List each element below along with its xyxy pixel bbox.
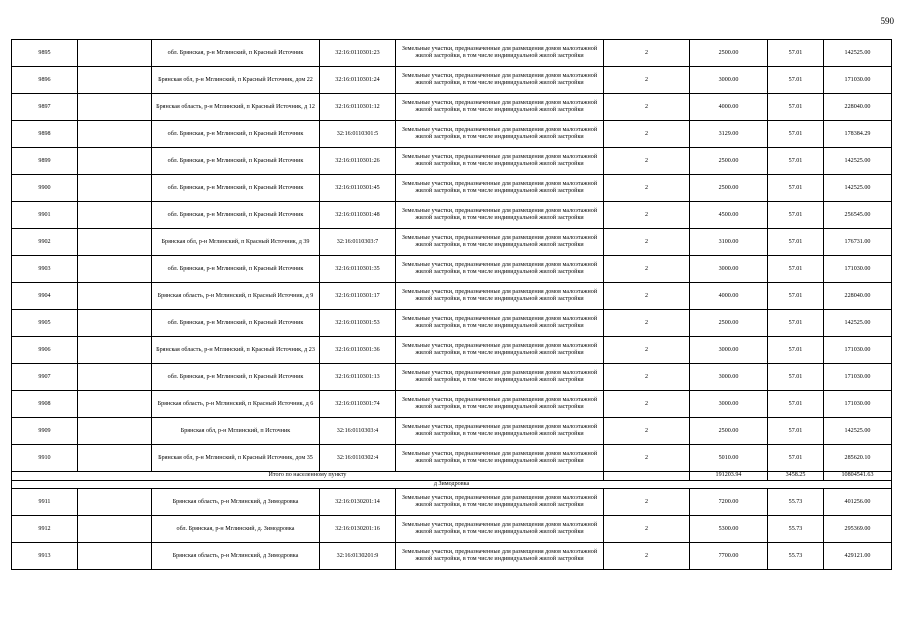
row-cadastral-value: 142525.00: [824, 175, 892, 202]
row-cadastral-number: 32:16:0110301:45: [320, 175, 396, 202]
blank-cell: [78, 391, 152, 418]
row-cadastral-value: 295369.00: [824, 516, 892, 543]
row-area: 3100.00: [690, 229, 768, 256]
row-address: Брянская область, р-н Мглинский, д Зимодровка: [152, 543, 320, 570]
row-land-use: Земельные участки, предназначенные для размещения домов малоэтажной жилой застройки, в том числе индивидуальной жилой застройки: [396, 337, 604, 364]
row-address: Брянская обл, р-н Мглинский, п Красный Источник, дом 22: [152, 67, 320, 94]
row-group: 2: [604, 310, 690, 337]
row-rate: 57.01: [768, 256, 824, 283]
row-cadastral-value: 142525.00: [824, 40, 892, 67]
row-group: 2: [604, 543, 690, 570]
row-rate: 55.73: [768, 516, 824, 543]
row-rate: 57.01: [768, 40, 824, 67]
row-address: обл. Брянская, р-н Мглинский, п Красный Источник: [152, 175, 320, 202]
row-area: 3000.00: [690, 67, 768, 94]
row-rate: 57.01: [768, 229, 824, 256]
row-number: 9907: [12, 364, 78, 391]
row-group: 2: [604, 337, 690, 364]
row-cadastral-value: 401256.00: [824, 489, 892, 516]
row-number: 9897: [12, 94, 78, 121]
table-row: [12, 94, 892, 121]
cadastral-value-table: [11, 39, 892, 570]
row-number: 9901: [12, 202, 78, 229]
table-row: [12, 67, 892, 94]
row-cadastral-number: 32:16:0110301:24: [320, 67, 396, 94]
locality-label: д Зимодровка: [12, 480, 892, 489]
row-group: 2: [604, 256, 690, 283]
row-land-use: Земельные участки, предназначенные для размещения домов малоэтажной жилой застройки, в том числе индивидуальной жилой застройки: [396, 543, 604, 570]
row-area: 7700.00: [690, 543, 768, 570]
table-row: [12, 489, 892, 516]
row-cadastral-value: 142525.00: [824, 418, 892, 445]
row-rate: 57.01: [768, 310, 824, 337]
row-cadastral-value: 142525.00: [824, 310, 892, 337]
row-number: 9895: [12, 40, 78, 67]
row-address: Брянская область, р-н Мглинский, п Красный Источник, д 12: [152, 94, 320, 121]
row-address: Брянская обл, р-н Мглинский, п Красный Источник, дом 35: [152, 445, 320, 472]
row-rate: 57.01: [768, 391, 824, 418]
row-area: 2500.00: [690, 418, 768, 445]
row-cadastral-number: 32:16:0110301:53: [320, 310, 396, 337]
row-area: 3000.00: [690, 337, 768, 364]
blank-cell: [78, 148, 152, 175]
row-rate: 57.01: [768, 445, 824, 472]
row-cadastral-number: 32:16:0130201:9: [320, 543, 396, 570]
table-row: [12, 148, 892, 175]
row-number: 9908: [12, 391, 78, 418]
row-land-use: Земельные участки, предназначенные для размещения домов малоэтажной жилой застройки, в том числе индивидуальной жилой застройки: [396, 516, 604, 543]
blank-cell: [78, 489, 152, 516]
settlement-total-row: [12, 472, 892, 481]
row-rate: 57.01: [768, 67, 824, 94]
row-area: 3129.00: [690, 121, 768, 148]
table-row: [12, 391, 892, 418]
table-row: [12, 121, 892, 148]
row-area: 5300.00: [690, 516, 768, 543]
row-cadastral-value: 256545.00: [824, 202, 892, 229]
row-number: 9912: [12, 516, 78, 543]
row-group: 2: [604, 67, 690, 94]
row-rate: 55.73: [768, 489, 824, 516]
row-land-use: Земельные участки, предназначенные для размещения домов малоэтажной жилой застройки, в том числе индивидуальной жилой застройки: [396, 148, 604, 175]
row-land-use: Земельные участки, предназначенные для размещения домов малоэтажной жилой застройки, в том числе индивидуальной жилой застройки: [396, 489, 604, 516]
settlement-total-area: 191203.94: [690, 472, 768, 481]
row-cadastral-value: 228040.00: [824, 94, 892, 121]
table-row: [12, 445, 892, 472]
row-area: 5010.00: [690, 445, 768, 472]
blank-cell: [78, 40, 152, 67]
row-rate: 57.01: [768, 418, 824, 445]
row-land-use: Земельные участки, предназначенные для размещения домов малоэтажной жилой застройки, в том числе индивидуальной жилой застройки: [396, 94, 604, 121]
row-address: обл. Брянская, р-н Мглинский, п Красный Источник: [152, 202, 320, 229]
row-cadastral-value: 171030.00: [824, 67, 892, 94]
blank-cell: [78, 175, 152, 202]
row-number: 9910: [12, 445, 78, 472]
table-row: [12, 202, 892, 229]
blank-cell: [78, 202, 152, 229]
row-group: 2: [604, 148, 690, 175]
row-cadastral-number: 32:16:0110301:5: [320, 121, 396, 148]
row-rate: 57.01: [768, 121, 824, 148]
table-row: [12, 256, 892, 283]
row-area: 2500.00: [690, 175, 768, 202]
blank-cell: [78, 283, 152, 310]
row-land-use: Земельные участки, предназначенные для размещения домов малоэтажной жилой застройки, в том числе индивидуальной жилой застройки: [396, 418, 604, 445]
row-land-use: Земельные участки, предназначенные для размещения домов малоэтажной жилой застройки, в том числе индивидуальной жилой застройки: [396, 283, 604, 310]
row-area: 3000.00: [690, 391, 768, 418]
row-group: 2: [604, 445, 690, 472]
table-body-part1: [12, 40, 892, 472]
blank-cell: [78, 310, 152, 337]
row-address: обл. Брянская, р-н Мглинский, п Красный Источник: [152, 121, 320, 148]
row-rate: 57.01: [768, 148, 824, 175]
row-number: 9904: [12, 283, 78, 310]
row-cadastral-number: 32:16:0110301:23: [320, 40, 396, 67]
blank-cell: [78, 445, 152, 472]
row-cadastral-value: 142525.00: [824, 148, 892, 175]
row-area: 3000.00: [690, 256, 768, 283]
blank-cell: [78, 67, 152, 94]
blank-cell: [78, 418, 152, 445]
row-land-use: Земельные участки, предназначенные для размещения домов малоэтажной жилой застройки, в том числе индивидуальной жилой застройки: [396, 175, 604, 202]
row-address: Брянская область, р-н Мглинский, п Красный Источник, д 23: [152, 337, 320, 364]
row-cadastral-number: 32:16:0110301:12: [320, 94, 396, 121]
blank-cell: [78, 121, 152, 148]
blank-cell: [78, 256, 152, 283]
row-address: обл. Брянская, р-н Мглинский, п Красный Источник: [152, 256, 320, 283]
row-rate: 57.01: [768, 175, 824, 202]
row-group: 2: [604, 121, 690, 148]
row-cadastral-value: 429121.00: [824, 543, 892, 570]
row-address: обл. Брянская, р-н Мглинский, д. Зимодровка: [152, 516, 320, 543]
row-group: 2: [604, 175, 690, 202]
row-group: 2: [604, 283, 690, 310]
row-land-use: Земельные участки, предназначенные для размещения домов малоэтажной жилой застройки, в том числе индивидуальной жилой застройки: [396, 121, 604, 148]
row-number: 9905: [12, 310, 78, 337]
row-number: 9913: [12, 543, 78, 570]
row-group: 2: [604, 391, 690, 418]
blank-cell: [78, 337, 152, 364]
row-address: Брянская обл, р-н Мглинский, п Источник: [152, 418, 320, 445]
row-number: 9902: [12, 229, 78, 256]
row-cadastral-value: 176731.00: [824, 229, 892, 256]
row-land-use: Земельные участки, предназначенные для размещения домов малоэтажной жилой застройки, в том числе индивидуальной жилой застройки: [396, 256, 604, 283]
row-cadastral-number: 32:16:0110303:7: [320, 229, 396, 256]
row-area: 4000.00: [690, 94, 768, 121]
row-group: 2: [604, 516, 690, 543]
row-number: 9906: [12, 337, 78, 364]
row-area: 7200.00: [690, 489, 768, 516]
row-group: 2: [604, 229, 690, 256]
row-land-use: Земельные участки, предназначенные для размещения домов малоэтажной жилой застройки, в том числе индивидуальной жилой застройки: [396, 445, 604, 472]
settlement-total-rate: 3458.25: [768, 472, 824, 481]
row-rate: 57.01: [768, 94, 824, 121]
table-row: [12, 175, 892, 202]
row-cadastral-value: 228040.00: [824, 283, 892, 310]
table-row: [12, 543, 892, 570]
row-number: 9898: [12, 121, 78, 148]
row-number: 9899: [12, 148, 78, 175]
row-cadastral-number: 32:16:0130201:16: [320, 516, 396, 543]
row-cadastral-number: 32:16:0110301:17: [320, 283, 396, 310]
table-row: [12, 364, 892, 391]
row-address: обл. Брянская, р-н Мглинский, п Красный Источник: [152, 364, 320, 391]
blank-cell: [78, 516, 152, 543]
row-group: 2: [604, 489, 690, 516]
row-land-use: Земельные участки, предназначенные для размещения домов малоэтажной жилой застройки, в том числе индивидуальной жилой застройки: [396, 391, 604, 418]
row-cadastral-number: 32:16:0110303:4: [320, 418, 396, 445]
row-cadastral-number: 32:16:0110301:35: [320, 256, 396, 283]
row-area: 4500.00: [690, 202, 768, 229]
row-rate: 55.73: [768, 543, 824, 570]
row-area: 2500.00: [690, 148, 768, 175]
row-rate: 57.01: [768, 283, 824, 310]
row-group: 2: [604, 40, 690, 67]
settlement-total-label: Итого по населенному пункту: [12, 472, 604, 481]
blank-cell: [78, 94, 152, 121]
row-number: 9911: [12, 489, 78, 516]
row-rate: 57.01: [768, 364, 824, 391]
row-cadastral-value: 178384.29: [824, 121, 892, 148]
row-rate: 57.01: [768, 202, 824, 229]
row-area: 2500.00: [690, 40, 768, 67]
table-row: [12, 516, 892, 543]
row-land-use: Земельные участки, предназначенные для размещения домов малоэтажной жилой застройки, в том числе индивидуальной жилой застройки: [396, 364, 604, 391]
row-address: Брянская обл, р-н Мглинский, п Красный Источник, д 39: [152, 229, 320, 256]
row-address: обл. Брянская, р-н Мглинский, п Красный Источник: [152, 310, 320, 337]
row-area: 4000.00: [690, 283, 768, 310]
row-land-use: Земельные участки, предназначенные для размещения домов малоэтажной жилой застройки, в том числе индивидуальной жилой застройки: [396, 40, 604, 67]
blank-cell: [78, 229, 152, 256]
table-row: [12, 418, 892, 445]
row-area: 2500.00: [690, 310, 768, 337]
row-land-use: Земельные участки, предназначенные для размещения домов малоэтажной жилой застройки, в том числе индивидуальной жилой застройки: [396, 202, 604, 229]
row-cadastral-number: 32:16:0110301:13: [320, 364, 396, 391]
row-group: 2: [604, 364, 690, 391]
table-row: [12, 229, 892, 256]
row-address: Брянская область, р-н Мглинский, д Зимодровка: [152, 489, 320, 516]
table-body-part2: [12, 489, 892, 570]
row-address: Брянская область, р-н Мглинский, п Красный Источник, д 9: [152, 283, 320, 310]
row-address: обл. Брянская, р-н Мглинский, п Красный Источник: [152, 40, 320, 67]
row-land-use: Земельные участки, предназначенные для размещения домов малоэтажной жилой застройки, в том числе индивидуальной жилой застройки: [396, 310, 604, 337]
row-cadastral-number: 32:16:0110302:4: [320, 445, 396, 472]
row-area: 3000.00: [690, 364, 768, 391]
row-cadastral-value: 171030.00: [824, 256, 892, 283]
row-number: 9896: [12, 67, 78, 94]
row-number: 9900: [12, 175, 78, 202]
row-cadastral-value: 171030.00: [824, 391, 892, 418]
table-summary: [12, 472, 892, 489]
locality-header-row: [12, 480, 892, 489]
row-land-use: Земельные участки, предназначенные для размещения домов малоэтажной жилой застройки, в том числе индивидуальной жилой застройки: [396, 67, 604, 94]
blank-cell: [78, 364, 152, 391]
row-cadastral-value: 171030.00: [824, 364, 892, 391]
row-cadastral-number: 32:16:0110301:26: [320, 148, 396, 175]
page-number: 590: [880, 16, 894, 26]
table-row: [12, 337, 892, 364]
row-cadastral-number: 32:16:0130201:14: [320, 489, 396, 516]
row-rate: 57.01: [768, 337, 824, 364]
settlement-total-value: 10804541.63: [824, 472, 892, 481]
row-group: 2: [604, 418, 690, 445]
blank-cell: [78, 543, 152, 570]
row-address: обл. Брянская, р-н Мглинский, п Красный Источник: [152, 148, 320, 175]
row-cadastral-value: 171030.00: [824, 337, 892, 364]
row-cadastral-number: 32:16:0110301:48: [320, 202, 396, 229]
row-cadastral-number: 32:16:0110301:74: [320, 391, 396, 418]
row-group: 2: [604, 202, 690, 229]
table-row: [12, 310, 892, 337]
row-cadastral-value: 285620.10: [824, 445, 892, 472]
row-cadastral-number: 32:16:0110301:36: [320, 337, 396, 364]
table-row: [12, 40, 892, 67]
row-address: Брянская область, р-н Мглинский, п Красный Источник, д 6: [152, 391, 320, 418]
row-land-use: Земельные участки, предназначенные для размещения домов малоэтажной жилой застройки, в том числе индивидуальной жилой застройки: [396, 229, 604, 256]
table-row: [12, 283, 892, 310]
row-number: 9909: [12, 418, 78, 445]
row-group: 2: [604, 94, 690, 121]
row-number: 9903: [12, 256, 78, 283]
